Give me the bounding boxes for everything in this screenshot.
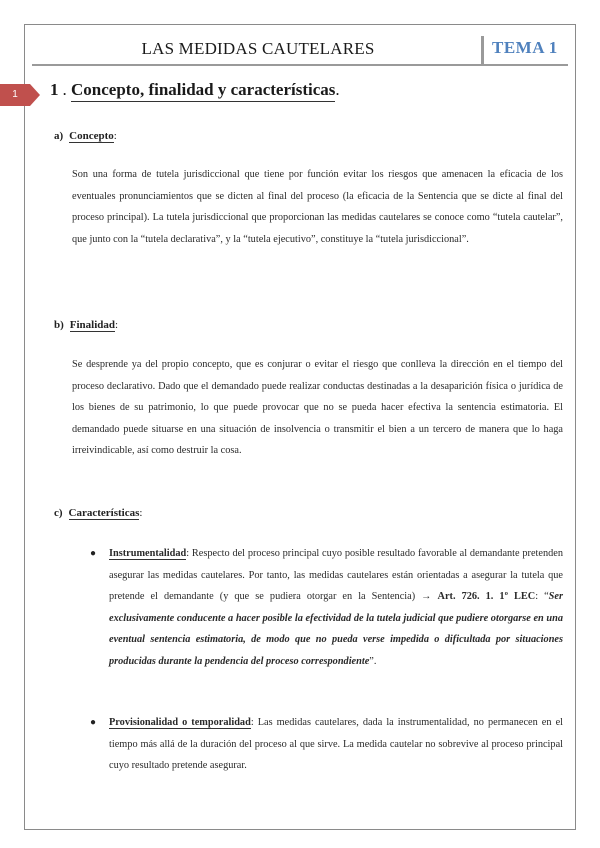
header-rule	[32, 64, 568, 66]
finalidad-paragraph: Se desprende ya del propio concepto, que es conjurar o evitar el riesgo que conlleva la dirección en el tiempo del proceso declarativo. Dado que el demandado puede realizar conductas destinadas a la desaparición física o jurídica de los bienes de su patrimonio, lo que puede provocar que no se pueda hacer efectiva la sentencia estimatoria. El demandado puede situarse en una situación de insolvencia o transmitir el bien a un tercero de manera que lo haga irreivindicable, así como destruir la cosa.	[72, 359, 563, 457]
header-tema: TEMA 1	[492, 38, 558, 57]
item-article-reference: Art. 726. 1. 1º LEC	[437, 591, 536, 603]
item-quote-end: ”.	[369, 655, 377, 667]
header-title: LAS MEDIDAS CAUTELARES	[141, 39, 375, 58]
page-header	[32, 36, 568, 64]
bullet-icon: ●	[90, 548, 97, 559]
section-title-dot: .	[335, 80, 340, 99]
finalidad-colon: :	[115, 319, 119, 331]
section-heading	[50, 80, 340, 100]
section-title: Concepto, finalidad y características	[71, 80, 335, 102]
item-reference-separator: : “	[535, 591, 549, 603]
item-quote: Ser exclusivamente conducente a hacer posible la efectividad de la tutela judicial que pudiere otorgarse en una eventual sentencia estimatoria, de modo que no pueda verse impedida o dificultada por situaciones producidas durante la pendencia del proceso correspondiente	[109, 591, 563, 667]
item-term: Instrumentalidad	[109, 548, 187, 559]
finalidad-label: Finalidad	[69, 319, 116, 331]
concepto-heading	[54, 130, 117, 142]
concepto-label: Concepto	[69, 130, 114, 142]
section-number-dot: .	[62, 80, 71, 99]
caracteristicas-label: Características	[68, 507, 140, 519]
list-item	[109, 712, 563, 777]
header-separator	[481, 36, 484, 64]
item-text: : Respecto del proceso principal cuyo posible resultado favorable al demandante pretenden asegurar las medidas cautelares. Por tanto, las medidas cautelares están orientadas a asegurar la tutela que pretende el demandante (y que se pudiera otorgar en la Sentencia) →	[109, 548, 563, 603]
caracteristicas-letter: c)	[54, 507, 63, 519]
caracteristicas-colon: :	[139, 507, 143, 519]
concepto-colon: :	[113, 130, 117, 142]
concepto-letter: a)	[54, 130, 64, 142]
item-term: Provisionalidad o temporalidad	[109, 717, 251, 728]
caracteristicas-heading	[54, 507, 142, 519]
bullet-icon: ●	[90, 717, 97, 728]
finalidad-letter: b)	[54, 319, 64, 331]
item-text: : Las medidas cautelares, dada la instrumentalidad, no permanecen en el tiempo más allá de la duración del proceso al que sirve. La medida cautelar no sobrevive al proceso principal cuyo resultado pretende asegurar.	[109, 717, 563, 772]
page-number-badge: 1	[0, 84, 30, 106]
list-item	[109, 543, 563, 673]
concepto-paragraph: Son una forma de tutela jurisdiccional que tiene por función evitar los riesgos que amenacen la eficacia de los eventuales pronunciamientos que se dicten al final del proceso (la eficacia de la Sentencia que se dicte al final del proceso principal). La tutela jurisdiccional que proporcionan las medidas cautelares se conoce como “tutela cautelar”, que junto con la “tutela declarativa”, y la “tutela ejecutivo”, constituye la “tutela jurisdiccional”.	[72, 169, 563, 245]
section-number: 1	[50, 80, 59, 99]
finalidad-heading	[54, 319, 118, 331]
